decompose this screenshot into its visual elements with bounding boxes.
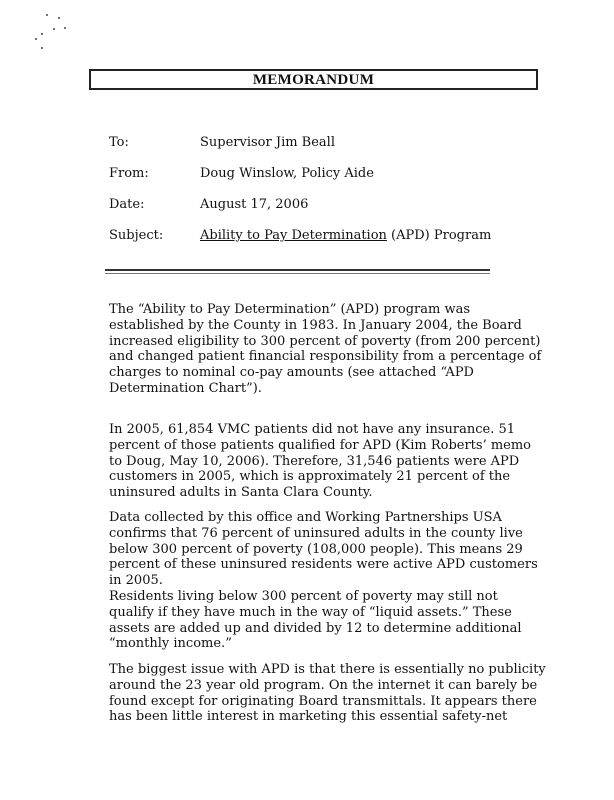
scan-speck bbox=[64, 27, 66, 29]
scan-speck bbox=[53, 28, 55, 30]
body-paragraph-1: The “Ability to Pay Determination” (APD) program was established by the County in 1983. In January 2004, the Board increased eligibility to 300 percent of poverty (from 200 percent) and changed patient financial responsibility from a percentage of charges to nominal co-pay amounts (see attached “APD Determination Chart”). bbox=[109, 302, 542, 396]
scan-speck bbox=[35, 38, 37, 40]
to-label: To: bbox=[109, 135, 129, 150]
scan-speck bbox=[46, 14, 48, 16]
date-value: August 17, 2006 bbox=[200, 197, 309, 212]
body-paragraph-3: Data collected by this office and Working Partnerships USA confirms that 76 percent of uninsured adults in the county live below 300 percent of poverty (108,000 people). This means 29 percent of these uninsured residents were active APD customers in 2005. bbox=[109, 510, 538, 589]
date-label: Date: bbox=[109, 197, 145, 212]
subject-label: Subject: bbox=[109, 228, 164, 243]
memo-title: MEMORANDUM bbox=[252, 72, 375, 88]
subject-value bbox=[200, 228, 491, 244]
subject-underlined: Ability to Pay Determination bbox=[200, 228, 387, 243]
scan-speck bbox=[41, 33, 43, 35]
from-label: From: bbox=[109, 166, 149, 181]
scan-speck bbox=[41, 47, 43, 49]
memo-title-box bbox=[89, 69, 538, 90]
body-paragraph-5: The biggest issue with APD is that there is essentially no publicity around the 23 year old program. On the internet it can barely be found except for originating Board transmittals. It appears there has been little interest in marketing this essential safety-net bbox=[109, 662, 546, 725]
from-value: Doug Winslow, Policy Aide bbox=[200, 166, 374, 181]
scan-speck bbox=[58, 17, 60, 19]
subject-rest: (APD) Program bbox=[386, 228, 492, 243]
body-paragraph-2: In 2005, 61,854 VMC patients did not have any insurance. 51 percent of those patients qualified for APD (Kim Roberts’ memo to Doug, May 10, 2006). Therefore, 31,546 patients were APD customers in 2005, which is approximately 21 percent of the uninsured adults in Santa Clara County. bbox=[109, 422, 532, 501]
body-paragraph-4: Residents living below 300 percent of poverty may still not qualify if they have much in the way of “liquid assets.” These assets are added up and divided by 12 to determine additional “monthly income.” bbox=[109, 589, 522, 652]
to-value: Supervisor Jim Beall bbox=[200, 135, 335, 150]
header-divider bbox=[105, 269, 490, 271]
header-divider-thin bbox=[105, 273, 490, 274]
